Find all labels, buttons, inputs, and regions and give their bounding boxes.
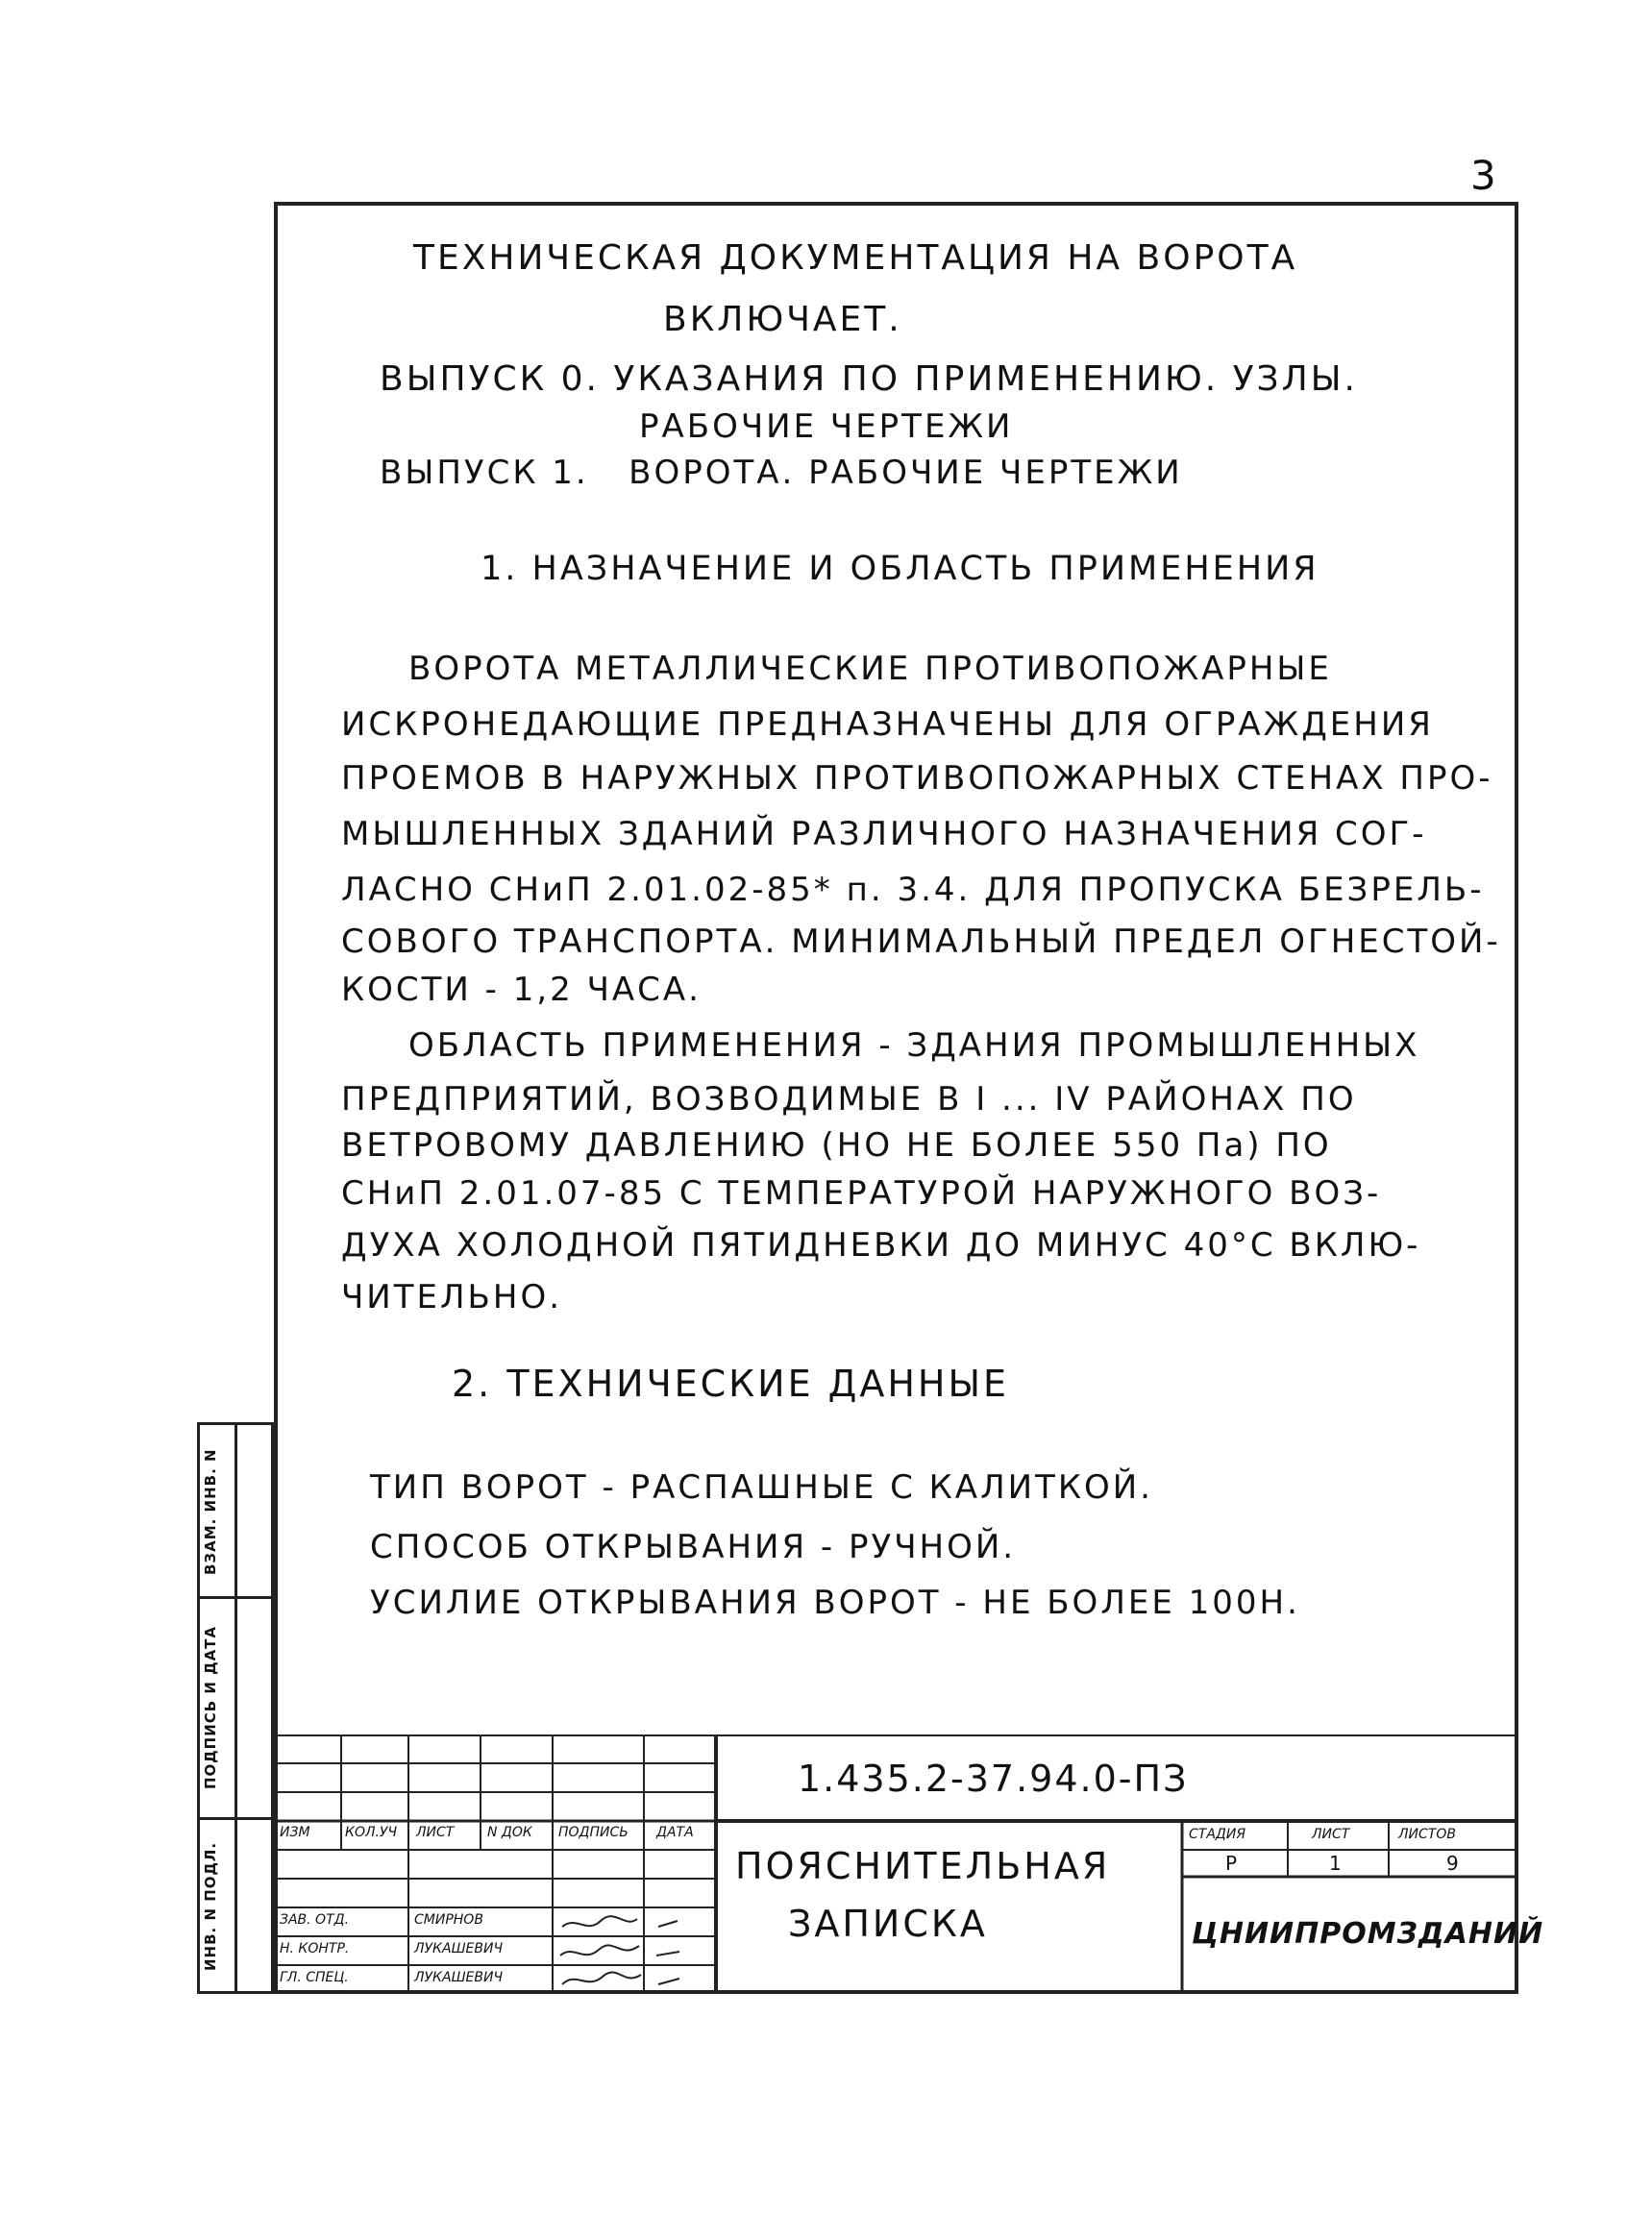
page-number: 3 (1470, 152, 1496, 199)
side-stamp (197, 1422, 274, 1994)
header-issue0-line1: ВЫПУСК 0. УКАЗАНИЯ ПО ПРИМЕНЕНИЮ. УЗЛЫ. (380, 359, 1358, 399)
para2-line: СНиП 2.01.07-85 С ТЕМПЕРАТУРОЙ НАРУЖНОГО ВОЗ- (341, 1174, 1382, 1213)
staff-role: ЗАВ. ОТД. (280, 1912, 350, 1928)
section2-heading: 2. ТЕХНИЧЕСКИЕ ДАННЫЕ (452, 1363, 1010, 1405)
stage-label: СТАДИЯ (1189, 1827, 1246, 1842)
para1-line: ВОРОТА МЕТАЛЛИЧЕСКИЕ ПРОТИВОПОЖАРНЫЕ (408, 650, 1332, 688)
column-label: ИЗМ (280, 1825, 310, 1840)
para1-line: ПРОЕМОВ В НАРУЖНЫХ ПРОТИВОПОЖАРНЫХ СТЕНАХ ПРО- (341, 759, 1493, 798)
section2-line: ТИП ВОРОТ - РАСПАШНЫЕ С КАЛИТКОЙ. (370, 1468, 1153, 1507)
para2-line: ОБЛАСТЬ ПРИМЕНЕНИЯ - ЗДАНИЯ ПРОМЫШЛЕННЫХ (408, 1026, 1420, 1065)
stage-value: Р (1225, 1852, 1238, 1875)
section1-heading: 1. НАЗНАЧЕНИЕ И ОБЛАСТЬ ПРИМЕНЕНИЯ (481, 550, 1319, 588)
para1-line: ЛАСНО СНиП 2.01.02-85* п. 3.4. ДЛЯ ПРОПУСКА БЕЗРЕЛЬ- (341, 871, 1485, 909)
header-title-line2: ВКЛЮЧАЕТ. (663, 300, 902, 339)
column-label: ЛИСТ (416, 1825, 455, 1840)
sidebar-label-replacement: ВЗАМ. ИНВ. N (202, 1448, 219, 1576)
document-title-line2: ЗАПИСКА (788, 1903, 988, 1945)
para2-line: ДУХА ХОЛОДНОЙ ПЯТИДНЕВКИ ДО МИНУС 40°С ВКЛЮ- (341, 1226, 1421, 1265)
sheets-value: 9 (1446, 1852, 1459, 1875)
column-label: ДАТА (656, 1825, 694, 1840)
organization-name: ЦНИИПРОМЗДАНИЙ (1192, 1917, 1544, 1951)
sheet-value: 1 (1329, 1852, 1342, 1875)
document-title-line1: ПОЯСНИТЕЛЬНАЯ (735, 1845, 1111, 1887)
para1-line: СОВОГО ТРАНСПОРТА. МИНИМАЛЬНЫЙ ПРЕДЕЛ ОГНЕСТОЙ- (341, 922, 1501, 961)
title-block (274, 1734, 1544, 1994)
column-label: ПОДПИСЬ (558, 1825, 629, 1840)
section2-line: СПОСОБ ОТКРЫВАНИЯ - РУЧНОЙ. (370, 1528, 1017, 1566)
staff-role: ГЛ. СПЕЦ. (280, 1970, 349, 1985)
sidebar-label-signature: ПОДПИСЬ И ДАТА (202, 1625, 219, 1789)
para2-line: ПРЕДПРИЯТИЙ, ВОЗВОДИМЫЕ В I ... IV РАЙОНАХ ПО (341, 1080, 1357, 1119)
staff-name: ЛУКАШЕВИЧ (414, 1941, 504, 1956)
para1-line: МЫШЛЕННЫХ ЗДАНИЙ РАЗЛИЧНОГО НАЗНАЧЕНИЯ СОГ- (341, 815, 1427, 853)
header-title-line1: ТЕХНИЧЕСКАЯ ДОКУМЕНТАЦИЯ НА ВОРОТА (413, 238, 1298, 278)
signature-scribbles (553, 1907, 716, 1994)
para1-line: ИСКРОНЕДАЮЩИЕ ПРЕДНАЗНАЧЕНЫ ДЛЯ ОГРАЖДЕНИЯ (341, 705, 1434, 744)
staff-name: СМИРНОВ (414, 1912, 483, 1928)
header-issue0-line2: РАБОЧИЕ ЧЕРТЕЖИ (639, 407, 1014, 446)
para2-line: ВЕТРОВОМУ ДАВЛЕНИЮ (НО НЕ БОЛЕЕ 550 Па) ПО (341, 1126, 1332, 1165)
sidebar-label-inventory: ИНВ. N ПОДЛ. (202, 1841, 219, 1972)
header-issue1: ВЫПУСК 1. ВОРОТА. РАБОЧИЕ ЧЕРТЕЖИ (380, 454, 1183, 492)
staff-name: ЛУКАШЕВИЧ (414, 1970, 504, 1985)
sheets-label: ЛИСТОВ (1398, 1827, 1456, 1842)
section2-line: УСИЛИЕ ОТКРЫВАНИЯ ВОРОТ - НЕ БОЛЕЕ 100Н. (370, 1584, 1300, 1622)
staff-role: Н. КОНТР. (280, 1941, 350, 1956)
document-code: 1.435.2-37.94.0-ПЗ (798, 1758, 1189, 1800)
column-label: N ДОК (487, 1825, 532, 1840)
sheet-label: ЛИСТ (1312, 1827, 1350, 1842)
para1-line: КОСТИ - 1,2 ЧАСА. (341, 971, 702, 1009)
column-label: КОЛ.УЧ (345, 1825, 398, 1840)
para2-line: ЧИТЕЛЬНО. (341, 1278, 563, 1316)
